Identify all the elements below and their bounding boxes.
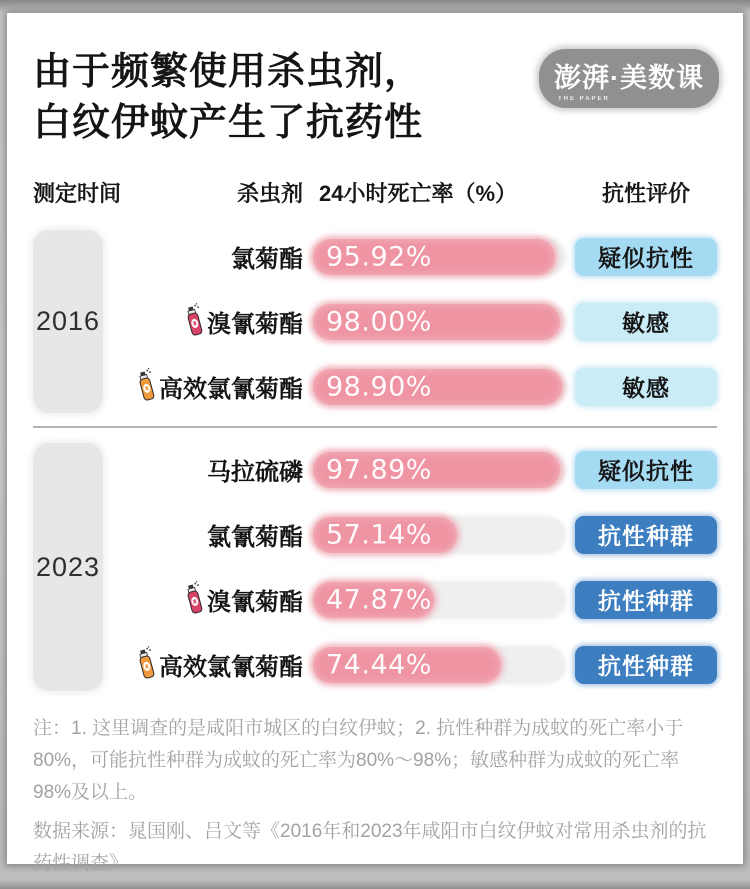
spray-can-icon-red [184,304,204,337]
rating-badge: 疑似抗性 [575,238,717,276]
insecticide-label: 高效氯氰菊酯 [159,654,303,681]
table-row [113,437,717,502]
insecticide-label: 高效氯氰菊酯 [159,376,303,403]
mortality-value: 98.90% [326,371,432,402]
mortality-bar [313,452,565,488]
mortality-value: 47.87% [326,584,432,615]
rating-badge: 抗性种群 [575,516,717,554]
mortality-bar [313,304,565,340]
title-line-2: 白纹伊蚊产生了抗药性 [33,102,424,144]
rows [113,224,717,419]
insecticide-cell [113,582,303,617]
insecticide-label: 溴氰菊酯 [207,589,303,616]
table-row [113,502,717,567]
insecticide-label: 氯菊酯 [231,246,303,273]
rating-badge: 敏感 [575,368,717,406]
mortality-value: 98.00% [326,306,432,337]
year-pill [33,443,103,691]
table-row [113,224,717,289]
title-line-1: 由于频繁使用杀虫剂， [33,51,424,93]
mortality-bar [313,582,565,618]
table-row [113,567,717,632]
insecticide-cell [113,239,303,274]
spray-can-icon-orange [136,369,156,402]
insecticide-cell [113,647,303,682]
year-pill [33,230,103,413]
spray-can-icon-red [184,582,204,615]
insecticide-cell [113,452,303,487]
column-header-mortality: 24小时死亡率（%） [319,181,518,206]
year-label: 2023 [35,551,101,582]
mortality-value: 57.14% [326,519,432,550]
column-header-time: 测定时间 [33,181,122,206]
spray-can-icon-orange [136,647,156,680]
insecticide-cell [113,369,303,404]
mortality-bar [313,517,565,553]
insecticide-label: 氯氰菊酯 [207,524,303,551]
year-group-2023 [33,437,717,697]
mortality-bar [313,239,565,275]
rating-badge: 疑似抗性 [575,451,717,489]
data-source: 数据来源：晁国刚、吕文等《2016年和2023年咸阳市白纹伊蚊对常用杀虫剂的抗药性调查》 [33,821,707,874]
mortality-value: 74.44% [326,649,432,680]
table-row [113,354,717,419]
paper-logo [539,49,719,108]
mortality-value: 97.89% [326,454,432,485]
table-body [33,224,717,697]
rating-badge: 抗性种群 [575,581,717,619]
table-row [113,289,717,354]
year-label: 2016 [35,306,101,336]
mortality-value: 95.92% [326,241,432,272]
column-headers [33,177,717,208]
year-group-2016 [33,224,717,419]
mortality-bar [313,369,565,405]
rating-badge: 敏感 [575,303,717,341]
rows [113,437,717,697]
infographic-card [7,13,743,874]
insecticide-cell [113,517,303,552]
rating-badge: 抗性种群 [575,646,717,684]
footnote: 注：1. 这里调查的是咸阳市城区的白纹伊蚊；2. 抗性种群为成蚊的死亡率小于80%，可能抗性种群为成蚊的死亡率为80%～98%；敏感种群为成蚊的死亡率98%及以上。 [33,718,684,803]
logo-text: 澎湃·美数课 [554,63,704,93]
insecticide-label: 溴氰菊酯 [207,311,303,338]
mortality-bar [313,647,565,683]
logo-subtext: THE PAPER [558,96,610,102]
insecticide-label: 马拉硫磷 [207,459,303,486]
column-header-rating: 抗性评价 [601,181,690,206]
table-row [113,632,717,697]
column-header-insecticide: 杀虫剂 [236,181,303,206]
insecticide-cell [113,304,303,339]
section-divider [33,426,717,428]
